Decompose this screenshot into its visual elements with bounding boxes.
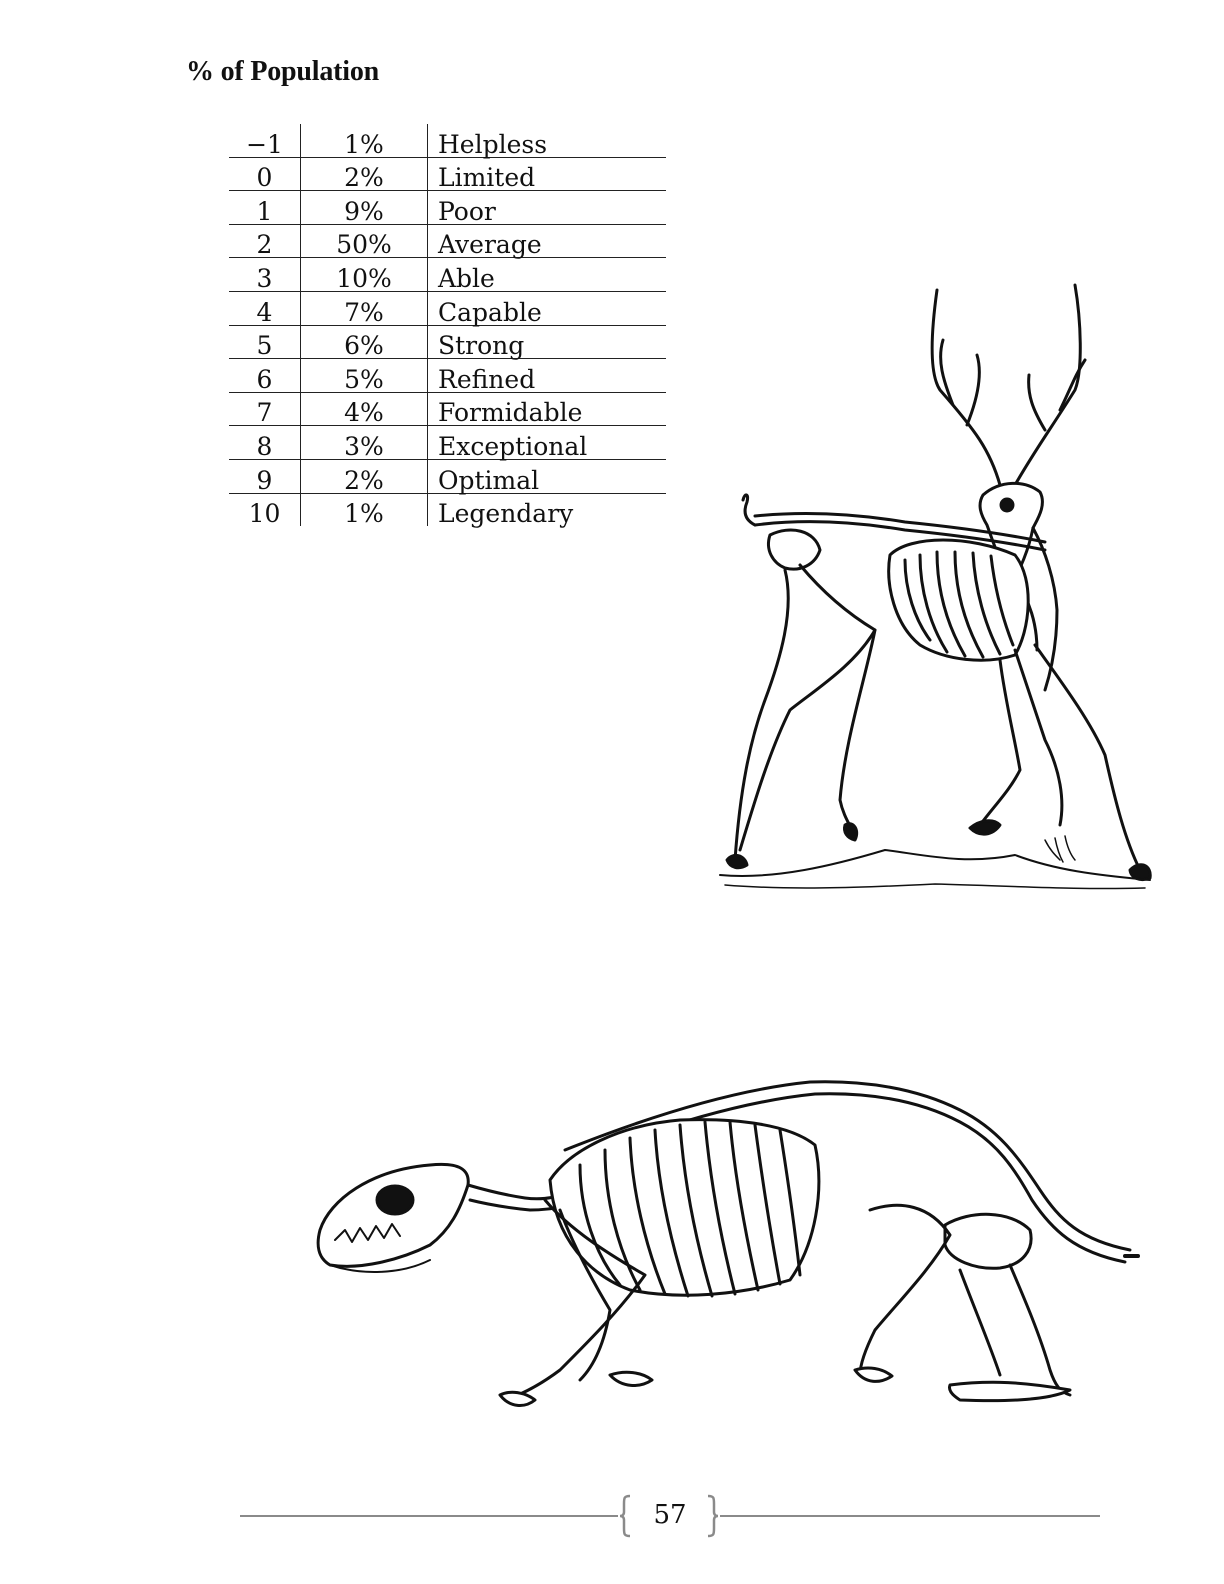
- label-cell: Capable: [428, 291, 667, 325]
- score-cell: 10: [229, 493, 301, 526]
- score-cell: 8: [229, 426, 301, 460]
- score-cell: 4: [229, 291, 301, 325]
- deer-skeleton-illustration: [715, 280, 1155, 900]
- percent-cell: 7%: [301, 291, 428, 325]
- percent-cell: 10%: [301, 258, 428, 292]
- score-cell: −1: [229, 124, 301, 157]
- score-cell: 6: [229, 359, 301, 393]
- label-cell: Average: [428, 224, 667, 258]
- footer-bracket-left: [618, 1494, 632, 1538]
- page-number: 57: [653, 1500, 687, 1530]
- footer-rule-right: [720, 1515, 1100, 1517]
- percent-cell: 5%: [301, 359, 428, 393]
- population-table: [229, 124, 666, 529]
- table-row: [229, 291, 666, 325]
- table-row: [229, 124, 666, 157]
- percent-cell: 1%: [301, 124, 428, 157]
- percent-cell: 9%: [301, 191, 428, 225]
- label-cell: Limited: [428, 157, 667, 191]
- score-cell: 2: [229, 224, 301, 258]
- label-cell: Refined: [428, 359, 667, 393]
- footer-bracket-right: [706, 1494, 720, 1538]
- score-cell: 1: [229, 191, 301, 225]
- label-cell: Optimal: [428, 459, 667, 493]
- table-row: [229, 392, 666, 426]
- percent-cell: 6%: [301, 325, 428, 359]
- table-row: [229, 224, 666, 258]
- score-cell: 9: [229, 459, 301, 493]
- table-row: [229, 325, 666, 359]
- table-row: [229, 191, 666, 225]
- page-heading: % of Population: [186, 56, 380, 87]
- label-cell: Helpless: [428, 124, 667, 157]
- percent-cell: 2%: [301, 157, 428, 191]
- table-row: [229, 493, 666, 526]
- footer-rule-left: [240, 1515, 618, 1517]
- label-cell: Exceptional: [428, 426, 667, 460]
- population-table-body: [229, 124, 666, 529]
- table-row: [229, 359, 666, 393]
- score-cell: 7: [229, 392, 301, 426]
- percent-cell: 50%: [301, 224, 428, 258]
- label-cell: Legendary: [438, 499, 574, 529]
- rodent-skeleton-illustration: [310, 1070, 1140, 1420]
- score-cell: 5: [229, 325, 301, 359]
- score-cell: 0: [229, 157, 301, 191]
- percent-cell: 2%: [301, 459, 428, 493]
- label-cell: Able: [428, 258, 667, 292]
- table-row: [229, 258, 666, 292]
- percent-cell: 4%: [301, 392, 428, 426]
- label-cell: Formidable: [428, 392, 667, 426]
- table-row: [229, 459, 666, 493]
- percent-cell: 1%: [301, 493, 428, 526]
- label-cell: Strong: [428, 325, 667, 359]
- label-cell: Poor: [428, 191, 667, 225]
- table-row: [229, 426, 666, 460]
- percent-cell: 3%: [301, 426, 428, 460]
- table-row: [229, 157, 666, 191]
- score-cell: 3: [229, 258, 301, 292]
